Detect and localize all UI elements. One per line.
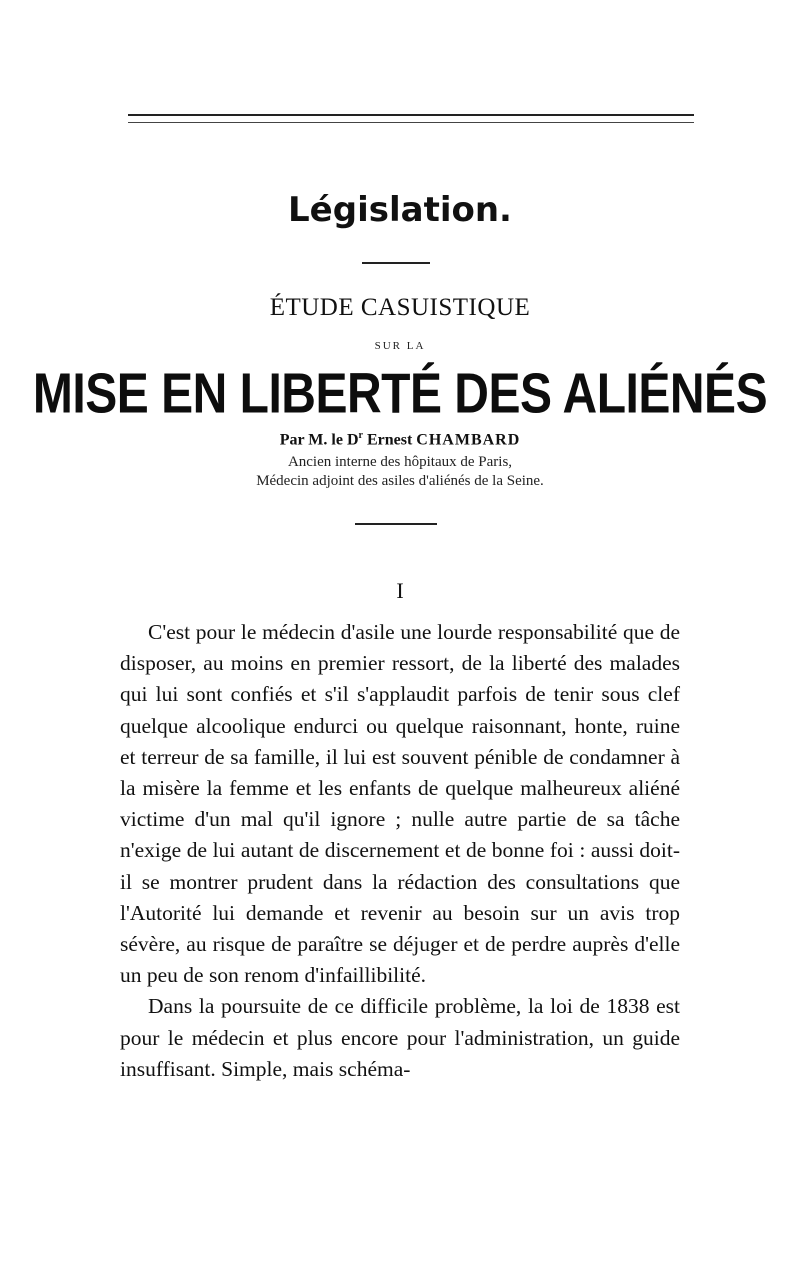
section-divider (362, 262, 430, 264)
section-number: I (396, 578, 404, 603)
article-author (0, 430, 800, 449)
author-affiliation-2: Médecin adjoint des asiles d'aliénés de la Seine. (256, 473, 544, 489)
article-connector: SUR LA (374, 340, 426, 352)
paragraph: C'est pour le médecin d'asile une lourde responsabilité que de disposer, au moins en premier ressort, de la liberté des malades qui lui sont confiés et s'il s'applaudit parfois de tenir sous clef quelque alcoolique endurci ou quelque raisonnant, honte, ruine et terreur de sa famille, il lui est souvent pénible de condamner à la misère la femme et les enfants de quelque malheureux aliéné victime d'un mal qu'il ignore ; nulle autre partie de sa tâche n'exige de lui autant de discernement et de bonne foi : aussi doit-il se montrer prudent dans la rédaction des consultations que l'Autorité lui demande et revenir au besoin sur un avis trop sévère, au risque de paraître se déjuger et de perdre auprès d'elle un peu de son renom d'infaillibilité. (120, 620, 680, 988)
body-text (120, 617, 680, 1085)
paragraph: Dans la poursuite de ce difficile problème, la loi de 1838 est pour le médecin et plus encore pour l'administration, un guide insuffisant. Simple, mais schéma- (120, 994, 680, 1081)
author-affiliation-1: Ancien interne des hôpitaux de Paris, (287, 454, 513, 470)
author-first-name: Ernest (366, 431, 413, 449)
article-title: MISE EN LIBERTÉ DES ALIÉNÉS (32, 363, 768, 426)
title-divider (355, 523, 437, 525)
author-last-name: CHAMBARD (416, 431, 521, 449)
header-rule-thin (128, 122, 694, 123)
author-prefix: Par M. le D (279, 431, 359, 449)
author-title-sup: r (358, 430, 363, 441)
section-heading: Législation. (288, 190, 512, 230)
article-kicker: ÉTUDE CASUISTIQUE (269, 294, 531, 321)
header-double-rule (128, 114, 694, 116)
